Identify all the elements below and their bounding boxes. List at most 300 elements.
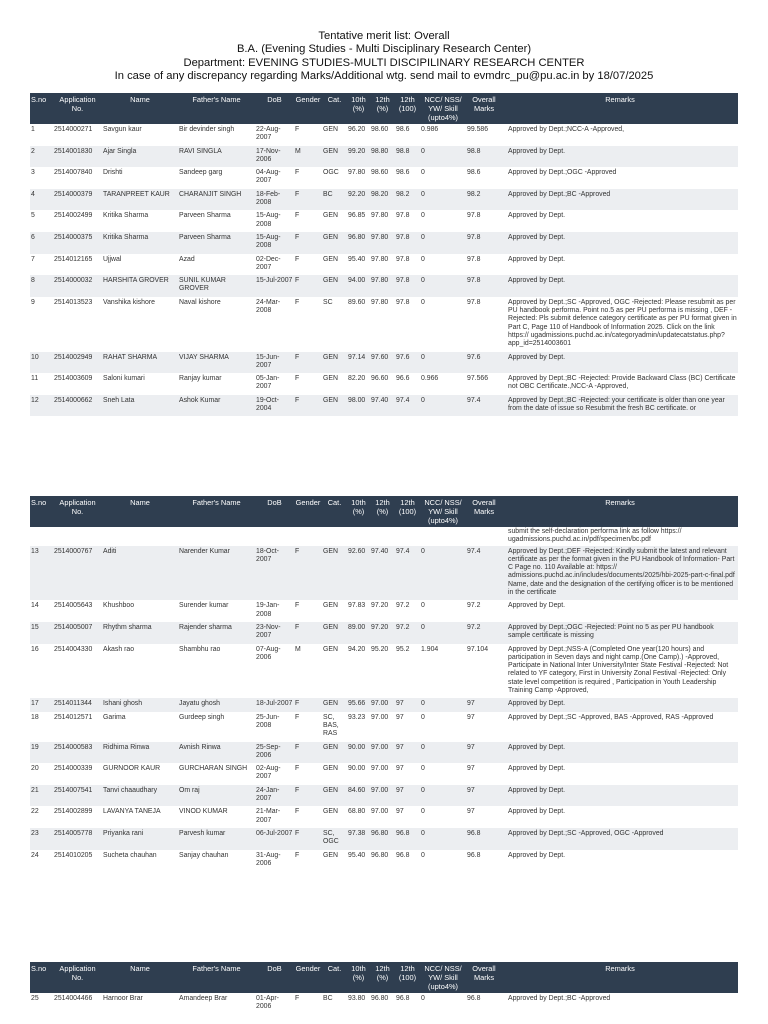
cell-fathers-name: Shambhu rao	[179, 645, 221, 653]
cell-twelfth-100: 97.2	[395, 622, 420, 644]
cell-category: GEN	[323, 602, 338, 610]
cell-name: Kritika Sharma	[102, 232, 178, 254]
column-header-twelfth-100: 12th (100)	[395, 962, 420, 993]
cell-gender: F	[295, 713, 300, 721]
table-row	[30, 712, 738, 742]
continuation-spacer	[30, 527, 502, 546]
cell-tenth-percent: 93.23	[348, 713, 366, 721]
cell-dob: 02-Dec-2007	[256, 255, 281, 271]
cell-gender: F	[294, 232, 322, 254]
cell-sno: 19	[30, 742, 53, 764]
cell-application-no: 2514005643	[54, 602, 93, 610]
cell-overall-marks: 97.8	[466, 232, 502, 254]
cell-tenth-percent: 92.20	[347, 189, 370, 211]
cell-twelfth-100: 97.8	[395, 232, 420, 254]
cell-remarks: Approved by Dept.	[502, 698, 738, 711]
cell-sno: 10	[30, 352, 53, 374]
cell-sno: 16	[31, 645, 39, 653]
cell-twelfth-100: 97	[395, 698, 420, 711]
cell-sno: 5	[31, 212, 35, 220]
cell-category: GEN	[323, 645, 338, 653]
cell-twelfth-percent: 97.00	[371, 713, 389, 721]
cell-twelfth-percent: 97.80	[370, 275, 395, 297]
table-row	[30, 763, 738, 785]
cell-remarks: Approved by Dept.;BC -Approved	[508, 995, 611, 1002]
cell-twelfth-100: 97.8	[395, 275, 420, 297]
cell-name: Ujjwal	[103, 255, 122, 263]
cell-overall-marks: 97.566	[467, 375, 489, 383]
cell-twelfth-100: 95.2	[396, 645, 410, 653]
cell-dob: 06-Jul-2007	[255, 828, 294, 850]
cell-dob: 25-Sep-2006	[255, 742, 294, 764]
cell-gender: F	[295, 298, 300, 306]
cell-category: GEN	[322, 232, 347, 254]
column-header-remarks: Remarks	[502, 962, 738, 993]
cell-gender: F	[294, 189, 322, 211]
column-header-tenth-percent: 10th (%)	[347, 962, 370, 993]
cell-fathers-name: Rajender sharma	[178, 622, 255, 644]
table-row	[30, 622, 738, 644]
cell-ncc-nss-weightage: 0	[421, 255, 425, 263]
cell-twelfth-100: 97	[396, 713, 404, 721]
cell-category: BC	[322, 189, 347, 211]
cell-name: Khushboo	[103, 602, 135, 610]
cell-category: GEN	[322, 698, 347, 711]
cell-ncc-nss-weightage: 0.966	[421, 375, 439, 383]
column-header-category: Cat.	[322, 93, 347, 124]
cell-tenth-percent: 97.14	[347, 352, 370, 374]
page-title-block	[0, 30, 768, 84]
cell-gender: F	[295, 995, 300, 1002]
cell-ncc-nss-weightage: 0	[420, 785, 466, 807]
cell-twelfth-percent: 97.80	[371, 255, 389, 263]
column-header-twelfth-percent: 12th (%)	[370, 93, 395, 124]
cell-ncc-nss-weightage: 0	[421, 212, 425, 220]
cell-sno: 11	[31, 375, 39, 383]
table-header	[30, 93, 738, 124]
cell-dob: 07-Aug-2006	[256, 645, 281, 661]
cell-application-no: 2514000767	[53, 546, 102, 601]
column-header-application-no: Application No.	[53, 93, 102, 124]
cell-sno: 21	[30, 785, 53, 807]
cell-category: GEN	[323, 212, 338, 220]
cell-ncc-nss-weightage: 0	[421, 298, 425, 306]
cell-tenth-percent: 89.60	[348, 298, 366, 306]
cell-gender: F	[295, 126, 300, 133]
cell-overall-marks: 99.586	[467, 126, 489, 133]
cell-remarks: Approved by Dept.;SC -Approved, OGC -Rejected: Please resubmit as per PU handbook performa. Point no.5 as per PU performa is missing , DEF -Rejected: Pls submit defence category certificate as per PU format given in Part C, Page 110 of Handbook of Information 2025. Click on the link https:// ugadmissions.puchd.ac.in/categoryadmin/updatecatstatus.php? app_id=2514003601	[508, 298, 737, 348]
cell-application-no: 2514000583	[53, 742, 102, 764]
cell-twelfth-percent: 97.00	[370, 785, 395, 807]
cell-category: OGC	[323, 169, 339, 177]
cell-name: Drishti	[103, 169, 123, 177]
column-header-ncc-nss-weightage: NCC/ NSS/ YW/ Skill (upto4%)	[420, 93, 466, 124]
cell-remarks: Approved by Dept.;SC -Approved, BAS -Approved, RAS -Approved	[508, 713, 714, 721]
header-row	[30, 93, 738, 124]
column-header-fathers-name: Father's Name	[178, 496, 255, 527]
cell-application-no: 2514002899	[54, 808, 93, 816]
cell-dob: 15-Aug-2008	[255, 232, 294, 254]
header-row	[30, 962, 738, 993]
cell-category: GEN	[322, 352, 347, 374]
cell-application-no: 2514000379	[53, 189, 102, 211]
cell-sno: 22	[31, 808, 39, 816]
cell-name: Kritika Sharma	[103, 212, 149, 220]
cell-overall-marks: 97	[467, 808, 475, 816]
cell-gender: F	[294, 742, 322, 764]
cell-category: GEN	[323, 126, 338, 133]
cell-application-no: 2514005778	[53, 828, 102, 850]
cell-sno: 20	[31, 765, 39, 773]
column-header-remarks: Remarks	[502, 93, 738, 124]
cell-remarks: Approved by Dept.;DEF -Rejected: Kindly submit the latest and relevant certificate as per the format given in the PU Handbook of Information- Part C Page no. 110 Available at: https:// admissions.puchd.ac.in/includes/documents/2025/hbi-2025-part-c-final.pdf Name, date and the designation of the certifying officer is to be mentioned in the certificate	[502, 546, 738, 601]
cell-remarks: Approved by Dept.;SC -Approved, OGC -Approved	[502, 828, 738, 850]
table-row	[30, 146, 738, 168]
cell-ncc-nss-weightage: 0	[420, 742, 466, 764]
cell-ncc-nss-weightage: 0	[420, 189, 466, 211]
cell-twelfth-100: 98.8	[395, 146, 420, 168]
cell-remarks: Approved by Dept.	[508, 255, 566, 263]
cell-ncc-nss-weightage: 0	[421, 169, 425, 177]
cell-fathers-name: Parveen Sharma	[179, 212, 231, 220]
cell-fathers-name: Gurdeep singh	[179, 713, 225, 721]
cell-gender: F	[294, 698, 322, 711]
cell-twelfth-100: 97.6	[395, 352, 420, 374]
column-header-tenth-percent: 10th (%)	[347, 496, 370, 527]
cell-name: Sneh Lata	[102, 395, 178, 417]
table-header	[30, 496, 738, 527]
table-row	[30, 698, 738, 711]
cell-gender: F	[295, 375, 300, 383]
cell-sno: 18	[31, 713, 39, 721]
cell-tenth-percent: 94.20	[348, 645, 366, 653]
cell-overall-marks: 98.8	[466, 146, 502, 168]
cell-twelfth-percent: 98.60	[371, 169, 389, 177]
cell-name: RAHAT SHARMA	[102, 352, 178, 374]
cell-application-no: 2514013523	[54, 298, 93, 306]
cell-name: Garima	[103, 713, 126, 721]
cell-overall-marks: 96.8	[467, 851, 481, 859]
table-row	[30, 742, 738, 764]
cell-overall-marks: 97.8	[467, 298, 481, 306]
table-row	[30, 600, 738, 622]
cell-ncc-nss-weightage: 0	[421, 808, 425, 816]
cell-application-no: 2514004466	[54, 995, 93, 1002]
cell-name: TARANPREET KAUR	[102, 189, 178, 211]
cell-twelfth-100: 96.8	[396, 995, 410, 1002]
cell-tenth-percent: 82.20	[348, 375, 366, 383]
cell-name: Tanvi chaaudhary	[102, 785, 178, 807]
cell-sno: 23	[30, 828, 53, 850]
cell-remarks: Approved by Dept.;BC -Rejected: Provide Backward Class (BC) Certificate not OBC Certificate.,NCC-A -Approved,	[508, 375, 736, 391]
cell-overall-marks: 97.8	[466, 275, 502, 297]
cell-category: SC	[323, 298, 333, 306]
column-header-name: Name	[102, 496, 178, 527]
cell-name: HARSHITA GROVER	[102, 275, 178, 297]
column-header-twelfth-percent: 12th (%)	[370, 962, 395, 993]
column-header-overall-marks: Overall Marks	[466, 962, 502, 993]
cell-fathers-name: Surender kumar	[179, 602, 229, 610]
cell-name: Aditi	[102, 546, 178, 601]
cell-sno: 6	[30, 232, 53, 254]
cell-twelfth-100: 97	[396, 765, 404, 773]
cell-fathers-name: GURCHARAN SINGH	[179, 765, 248, 773]
cell-name: Ajar Singla	[102, 146, 178, 168]
merit-table-page-3	[30, 962, 738, 1015]
cell-name: Vanshika kishore	[103, 298, 155, 306]
cell-fathers-name: Sanjay chauhan	[179, 851, 229, 859]
cell-twelfth-percent: 97.00	[370, 742, 395, 764]
cell-overall-marks: 97	[466, 698, 502, 711]
cell-twelfth-percent: 97.00	[370, 698, 395, 711]
cell-ncc-nss-weightage: 0	[421, 851, 425, 859]
cell-fathers-name: Ashok Kumar	[178, 395, 255, 417]
cell-twelfth-percent: 97.40	[370, 546, 395, 601]
cell-dob: 05-Jan-2007	[256, 375, 280, 391]
cell-name: Akash rao	[103, 645, 135, 653]
cell-remarks: Approved by Dept.;OGC -Approved	[508, 169, 617, 177]
cell-overall-marks: 97.8	[467, 212, 481, 220]
cell-ncc-nss-weightage: 0	[420, 828, 466, 850]
cell-gender: F	[294, 622, 322, 644]
column-header-ncc-nss-weightage: NCC/ NSS/ YW/ Skill (upto4%)	[420, 962, 466, 993]
cell-sno: 4	[30, 189, 53, 211]
cell-remarks: Approved by Dept.	[508, 212, 566, 220]
cell-overall-marks: 97.104	[467, 645, 489, 653]
cell-application-no: 2514010205	[54, 851, 93, 859]
cell-dob: 21-Mar-2007	[256, 808, 281, 824]
cell-twelfth-100: 97.4	[395, 546, 420, 601]
cell-tenth-percent: 95.40	[348, 255, 366, 263]
cell-gender: F	[294, 275, 322, 297]
cell-tenth-percent: 90.00	[348, 765, 366, 773]
cell-dob: 02-Aug-2007	[256, 765, 281, 781]
table-row	[30, 275, 738, 297]
cell-application-no: 2514001830	[53, 146, 102, 168]
cell-sno: 25	[31, 995, 39, 1002]
merit-table-page-2	[30, 496, 738, 871]
cell-fathers-name: Avnish Rinwa	[178, 742, 255, 764]
cell-gender: F	[295, 169, 300, 177]
cell-sno: 1	[31, 126, 35, 133]
cell-gender: F	[294, 546, 322, 601]
cell-sno: 9	[31, 298, 35, 306]
column-header-sno: S.no	[30, 496, 53, 527]
cell-overall-marks: 97.6	[466, 352, 502, 374]
cell-twelfth-100: 97.8	[396, 298, 410, 306]
table-row	[30, 546, 738, 601]
cell-sno: 8	[30, 275, 53, 297]
cell-twelfth-100: 97	[396, 808, 404, 816]
cell-remarks: Approved by Dept.	[502, 146, 738, 168]
cell-category: SC, BAS, RAS	[323, 713, 339, 738]
cell-twelfth-percent: 97.40	[370, 395, 395, 417]
remarks-continuation-row	[30, 527, 738, 546]
course-title: B.A. (Evening Studies - Multi Disciplinary Research Center)	[236, 43, 532, 56]
cell-sno: 15	[30, 622, 53, 644]
cell-remarks: Approved by Dept.	[508, 765, 566, 773]
cell-tenth-percent: 90.00	[347, 742, 370, 764]
cell-category: GEN	[323, 808, 338, 816]
cell-fathers-name: Om raj	[178, 785, 255, 807]
cell-twelfth-percent: 98.80	[370, 146, 395, 168]
cell-dob: 25-Jun-2008	[256, 713, 280, 729]
cell-twelfth-percent: 97.20	[370, 622, 395, 644]
cell-overall-marks: 97	[466, 785, 502, 807]
cell-tenth-percent: 96.20	[348, 126, 366, 133]
cell-fathers-name: Parveen Sharma	[178, 232, 255, 254]
cell-remarks: Approved by Dept.	[502, 232, 738, 254]
cell-twelfth-100: 97.8	[396, 255, 410, 263]
cell-tenth-percent: 94.00	[347, 275, 370, 297]
cell-overall-marks: 98.2	[466, 189, 502, 211]
cell-twelfth-100: 97	[395, 742, 420, 764]
cell-remarks: Approved by Dept.	[508, 602, 566, 610]
cell-name: Harnoor Brar	[103, 995, 143, 1002]
cell-dob: 22-Aug-2007	[256, 126, 281, 142]
column-header-fathers-name: Father's Name	[178, 962, 255, 993]
cell-dob: 19-Oct-2004	[255, 395, 294, 417]
cell-category: GEN	[322, 546, 347, 601]
table-row	[30, 124, 738, 146]
cell-ncc-nss-weightage: 0	[420, 622, 466, 644]
cell-remarks: Approved by Dept.	[502, 352, 738, 374]
cell-category: GEN	[322, 275, 347, 297]
cell-twelfth-percent: 96.80	[370, 828, 395, 850]
cell-ncc-nss-weightage: 0	[420, 698, 466, 711]
cell-ncc-nss-weightage: 0	[421, 765, 425, 773]
cell-fathers-name: Narender Kumar	[178, 546, 255, 601]
cell-application-no: 2514005007	[53, 622, 102, 644]
cell-tenth-percent: 89.00	[347, 622, 370, 644]
column-header-gender: Gender	[294, 93, 322, 124]
cell-remarks: Approved by Dept.;BC -Approved	[502, 189, 738, 211]
cell-remarks: Approved by Dept.;BC -Rejected: your certificate is older than one year from the date of issue so Resubmit the fresh BC certificate. or	[502, 395, 738, 417]
cell-sno: 14	[31, 602, 39, 610]
column-header-overall-marks: Overall Marks	[466, 93, 502, 124]
cell-sno: 2	[30, 146, 53, 168]
cell-twelfth-percent: 97.60	[370, 352, 395, 374]
cell-name: Priyanka rani	[102, 828, 178, 850]
cell-category: GEN	[322, 622, 347, 644]
cell-overall-marks: 97	[467, 765, 475, 773]
cell-overall-marks: 96.8	[466, 828, 502, 850]
cell-tenth-percent: 97.83	[348, 602, 366, 610]
cell-category: GEN	[322, 395, 347, 417]
cell-tenth-percent: 68.80	[348, 808, 366, 816]
header-row	[30, 496, 738, 527]
cell-dob: 15-Jul-2007	[255, 275, 294, 297]
table-row	[30, 828, 738, 850]
cell-overall-marks: 97.4	[466, 395, 502, 417]
column-header-category: Cat.	[322, 496, 347, 527]
list-title: Tentative merit list: Overall	[318, 30, 450, 42]
cell-overall-marks: 97	[467, 713, 475, 721]
column-header-dob: DoB	[255, 496, 294, 527]
cell-tenth-percent: 93.80	[348, 995, 366, 1002]
cell-name: Sucheta chauhan	[103, 851, 157, 859]
cell-fathers-name: Ranjay kumar	[179, 375, 222, 383]
cell-category: GEN	[323, 851, 338, 859]
cell-ncc-nss-weightage: 0	[420, 146, 466, 168]
cell-sno: 17	[30, 698, 53, 711]
cell-twelfth-100: 97.2	[396, 602, 410, 610]
table-row	[30, 395, 738, 417]
column-header-overall-marks: Overall Marks	[466, 496, 502, 527]
cell-fathers-name: Azad	[179, 255, 195, 263]
cell-tenth-percent: 97.38	[347, 828, 370, 850]
cell-ncc-nss-weightage: 0	[420, 546, 466, 601]
column-header-dob: DoB	[255, 962, 294, 993]
cell-twelfth-percent: 97.80	[370, 232, 395, 254]
cell-twelfth-percent: 96.60	[371, 375, 389, 383]
cell-ncc-nss-weightage: 0	[420, 275, 466, 297]
table-row	[30, 167, 738, 189]
cell-fathers-name: VINOD KUMAR	[179, 808, 228, 816]
cell-dob: 23-Nov-2007	[255, 622, 294, 644]
column-header-twelfth-100: 12th (100)	[395, 93, 420, 124]
cell-gender: F	[295, 808, 300, 816]
cell-gender: F	[294, 352, 322, 374]
column-header-sno: S.no	[30, 93, 53, 124]
cell-fathers-name: SUNIL KUMAR GROVER	[178, 275, 255, 297]
cell-twelfth-percent: 97.20	[371, 602, 389, 610]
table-row	[30, 352, 738, 374]
cell-application-no: 2514000375	[53, 232, 102, 254]
cell-name: Saloni kumari	[103, 375, 145, 383]
column-header-dob: DoB	[255, 93, 294, 124]
column-header-name: Name	[102, 962, 178, 993]
cell-gender: F	[295, 255, 300, 263]
cell-gender: F	[294, 395, 322, 417]
cell-fathers-name: Sandeep garg	[179, 169, 223, 177]
cell-twelfth-100: 97.4	[395, 395, 420, 417]
cell-tenth-percent: 92.60	[347, 546, 370, 601]
cell-application-no: 2514012571	[54, 713, 93, 721]
cell-gender: M	[294, 146, 322, 168]
cell-remarks: Approved by Dept.	[502, 275, 738, 297]
cell-category: GEN	[322, 785, 347, 807]
cell-dob: 01-Apr-2006	[256, 995, 279, 1011]
department-title: Department: EVENING STUDIES-MULTI DISCIPILINARY RESEARCH CENTER	[183, 56, 585, 69]
cell-category: SC, OGC	[322, 828, 347, 850]
cell-dob: 24-Mar-2008	[256, 298, 281, 315]
table-row	[30, 785, 738, 807]
cell-twelfth-percent: 98.60	[371, 126, 389, 133]
cell-dob: 18-Feb-2008	[255, 189, 294, 211]
cell-category: GEN	[323, 765, 338, 773]
cell-sno: 12	[30, 395, 53, 417]
column-header-ncc-nss-weightage: NCC/ NSS/ YW/ Skill (upto4%)	[420, 496, 466, 527]
discrepancy-notice: In case of any discrepancy regarding Marks/Additional wtg. send mail to evmdrc_pu@pu.ac.in by 18/07/2025	[114, 70, 654, 83]
cell-tenth-percent: 95.66	[347, 698, 370, 711]
cell-overall-marks: 96.8	[467, 995, 481, 1002]
table-row	[30, 850, 738, 872]
cell-name: LAVANYA TANEJA	[103, 808, 161, 816]
cell-ncc-nss-weightage: 0	[420, 232, 466, 254]
cell-gender: F	[295, 851, 300, 859]
cell-tenth-percent: 96.85	[348, 212, 366, 220]
cell-dob: 17-Nov-2006	[255, 146, 294, 168]
cell-category: GEN	[323, 255, 338, 263]
cell-ncc-nss-weightage: 0	[420, 395, 466, 417]
cell-gender: F	[294, 828, 322, 850]
cell-remarks: Approved by Dept.	[502, 785, 738, 807]
cell-overall-marks: 97.2	[467, 602, 481, 610]
table-row	[30, 806, 738, 828]
cell-remarks: Approved by Dept.	[508, 808, 566, 816]
cell-sno: 24	[31, 851, 39, 859]
